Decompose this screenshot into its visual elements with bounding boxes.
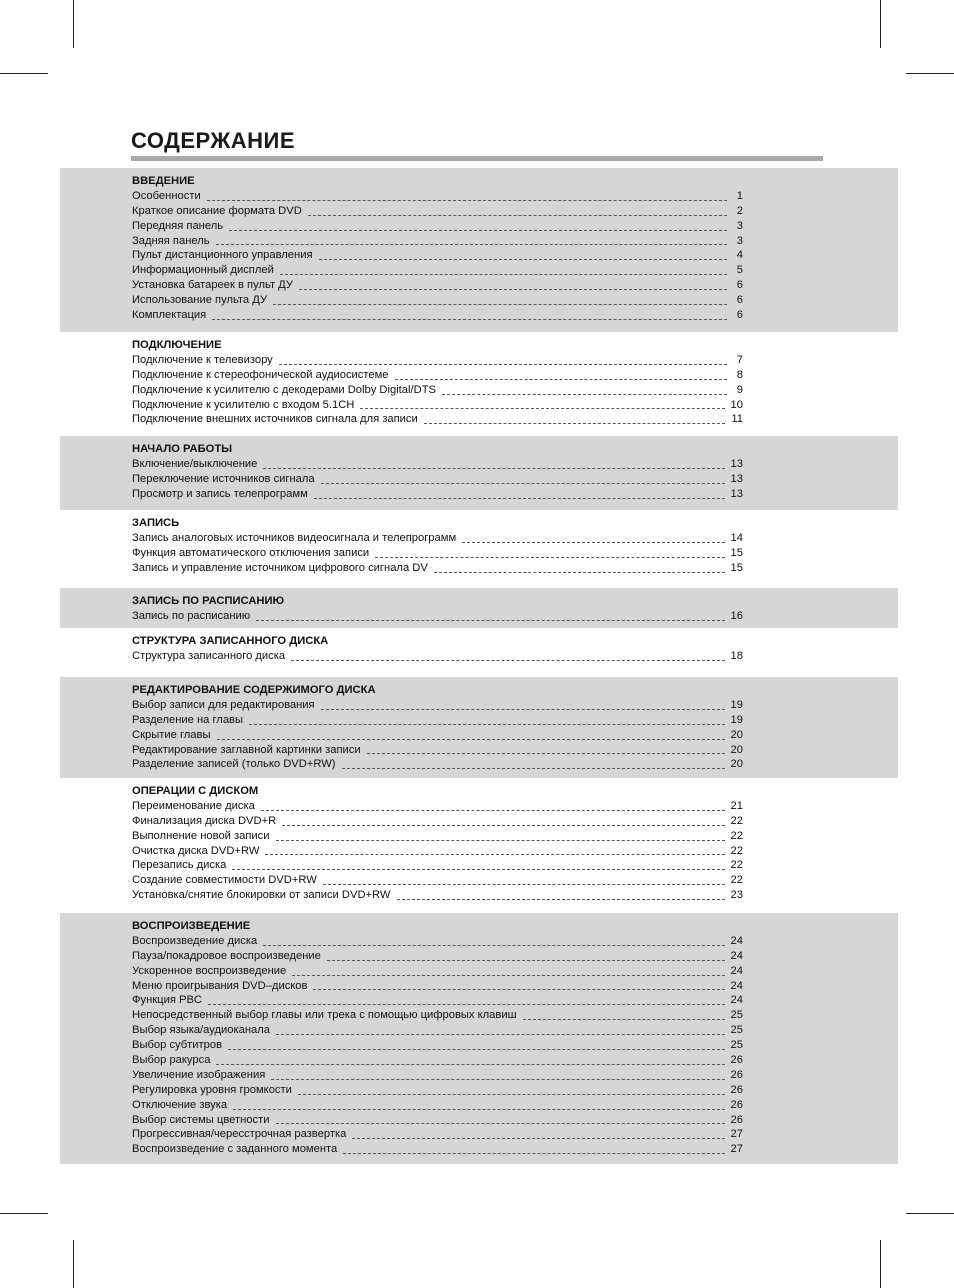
toc-entry-page: 24 [730,964,743,977]
toc-entry-label: Меню проигрывания DVD–дисков [132,979,308,992]
toc-entry-page: 15 [730,561,743,574]
toc-entry-page: 6 [736,309,743,321]
toc-entry-label: Комплектация [132,309,207,321]
toc-section [60,677,898,778]
crop-mark [906,73,954,74]
dot-leader [314,498,725,499]
dot-leader [261,810,725,811]
dot-leader [279,364,727,365]
toc-entry-page: 4 [736,249,743,262]
toc-entry-label: Отключение звука [132,1098,228,1111]
toc-entry-page: 6 [736,294,743,307]
toc-entry-page: 6 [736,279,743,292]
toc-entry-label: Подключение к стереофонической аудиосистеме [132,368,389,381]
toc-entry-label: Создание совместимости DVD+RW [132,874,317,887]
toc-entry-page: 14 [730,531,743,544]
dot-leader [434,572,725,573]
dot-leader [424,423,726,424]
toc-entry[interactable] [132,1053,743,1068]
toc-entry[interactable] [132,829,743,844]
dot-leader [271,1079,724,1080]
toc-section-heading: ВВЕДЕНИЕ [132,175,195,187]
toc-entry[interactable] [132,278,743,293]
toc-entry-label: Выбор субтитров [132,1039,223,1052]
toc-entry-page: 2 [736,204,743,217]
toc-entry[interactable] [132,934,743,949]
toc-entry-label: Установка/снятие блокировки от записи DVD+RW [132,889,391,902]
toc-entry-label: Редактирование заглавной картинки записи [132,743,361,756]
toc-entry[interactable] [132,713,743,728]
toc-entry[interactable] [132,398,743,413]
toc-entry[interactable] [132,383,743,398]
toc-entry[interactable] [132,561,743,576]
crop-mark [73,1240,74,1288]
dot-leader [442,394,727,395]
dot-leader [280,274,727,275]
toc-entry-page: 19 [730,698,743,711]
dot-leader [523,1019,725,1020]
toc-entry[interactable] [132,293,743,308]
toc-entry[interactable] [132,698,743,713]
dot-leader [323,884,725,885]
dot-leader [367,753,725,754]
toc-section-heading: ПОДКЛЮЧЕНИЕ [132,339,222,351]
toc-section-body [60,588,743,624]
toc-entry-label: Пульт дистанционного управления [132,249,313,262]
toc-section [60,913,898,1164]
toc-entry-label: Задняя панель [132,234,210,247]
crop-mark [880,0,881,48]
toc-entry-page: 19 [730,713,743,726]
dot-leader [343,1153,724,1154]
toc-entry[interactable] [132,189,743,204]
toc-section-body [60,510,743,576]
toc-entry-page: 18 [730,649,743,662]
toc-entry-page: 25 [730,1024,743,1037]
toc-entry[interactable] [132,487,743,502]
toc-entry-label: Установка батареек в пульт ДУ [132,279,293,292]
dot-leader [208,1004,725,1005]
dot-leader [256,620,724,621]
dot-leader [276,1034,725,1035]
toc-section [60,628,898,677]
toc-entry-page: 24 [730,949,743,962]
toc-entry-page: 22 [730,874,743,887]
toc-entry[interactable] [132,649,743,664]
toc-entry-page: 20 [730,728,743,741]
toc-entry-page: 8 [736,368,743,381]
toc-entry-page: 24 [730,994,743,1007]
dot-leader [319,259,727,260]
toc-entry[interactable] [132,263,743,278]
dot-leader [212,319,727,320]
dot-leader [342,768,725,769]
toc-entry-page: 16 [730,609,743,622]
toc-entry-label: Подключение внешних источников сигнала для записи [132,413,418,426]
toc-section [60,778,898,913]
dot-leader [292,975,724,976]
dot-leader [228,1049,724,1050]
toc-section-body [60,436,743,502]
toc-entry[interactable] [132,964,743,979]
dot-leader [291,660,724,661]
toc-entry-page: 26 [730,1068,743,1081]
toc-section [60,332,898,436]
toc-entry[interactable] [132,368,743,383]
toc-entry-page: 26 [730,1054,743,1066]
toc-section-body [60,628,743,664]
toc-entry[interactable] [132,412,743,427]
toc-entry-page: 5 [736,264,743,277]
toc-entry[interactable] [132,888,743,903]
toc-entry-label: Особенности [132,189,201,202]
toc-section-heading: ОПЕРАЦИИ С ДИСКОМ [132,785,259,797]
toc-entry-page: 24 [730,979,743,992]
crop-mark [880,1240,881,1288]
toc-entry[interactable] [132,353,743,368]
toc-entry[interactable] [132,844,743,859]
toc-section [60,510,898,588]
toc-entry[interactable] [132,609,743,624]
toc-entry[interactable] [132,873,743,888]
dot-leader [229,230,727,231]
toc-entry-page: 9 [736,383,743,396]
toc-entry[interactable] [132,858,743,873]
toc-entry-page: 13 [730,472,743,485]
toc-entry-page: 1 [736,189,743,202]
toc-entry-page: 27 [730,1128,743,1141]
toc-entry[interactable] [132,1113,743,1128]
toc-entry-page: 27 [730,1143,743,1156]
toc-section-body [60,332,743,427]
toc-entry-page: 25 [730,1009,743,1022]
toc-section-heading: ВОСПРОИЗВЕДЕНИЕ [132,920,251,932]
dot-leader [207,200,727,201]
toc-entry-label: Информационный дисплей [132,264,274,277]
dot-leader [282,825,724,826]
toc-entry-page: 22 [730,859,743,872]
toc-entry-label: Просмотр и запись телепрограмм [132,487,308,500]
toc-entry-label: Запись аналоговых источников видеосигнала и телепрограмм [132,531,457,544]
toc-entry-page: 21 [730,799,743,812]
toc-entry-label: Воспроизведение диска [132,934,258,947]
toc-entry-label: Финализация диска DVD+R [132,814,277,827]
toc-entry[interactable] [132,1127,743,1142]
crop-mark [906,1213,954,1214]
toc-entry[interactable] [132,1083,743,1098]
toc-entry-label: Подключение к телевизору [132,353,273,366]
toc-entry-page: 26 [730,1083,743,1096]
toc-entry-page: 11 [731,413,743,426]
toc-entry[interactable] [132,219,743,234]
toc-entry-label: Очистка диска DVD+RW [132,844,260,857]
toc-section [60,168,898,332]
toc-entry[interactable] [132,234,743,249]
toc-entry-label: Прогрессивная/чересстрочная развертка [132,1128,347,1141]
toc-section-heading: ЗАПИСЬ ПО РАСПИСАНИЮ [132,595,285,607]
dot-leader [308,215,727,216]
toc-section-body [60,168,743,323]
dot-leader [216,1064,724,1065]
toc-section [60,436,898,510]
dot-leader [232,869,724,870]
toc-section-heading: ЗАПИСЬ [132,517,180,529]
toc-entry-label: Структура записанного диска [132,649,286,662]
toc-entry-label: Выбор языка/аудиоканала [132,1024,270,1037]
toc-entry[interactable] [132,1008,743,1023]
dot-leader [263,945,724,946]
dot-leader [397,899,725,900]
toc-entry[interactable] [132,728,743,743]
toc-entry[interactable] [132,308,743,323]
toc-entry-page: 23 [730,889,743,902]
dot-leader [263,468,724,469]
toc-entry-label: Передняя панель [132,219,224,232]
crop-mark [73,0,74,48]
toc-entry[interactable] [132,949,743,964]
toc-section-body [60,778,743,903]
toc-entry[interactable] [132,799,743,814]
toc-entry[interactable] [132,743,743,758]
toc-entry-label: Использование пульта ДУ [132,294,268,307]
toc-entry-page: 22 [730,814,743,827]
toc-entry-label: Переименование диска [132,799,255,812]
toc-entry-page: 13 [730,487,743,500]
toc-entry-label: Переключение источников сигнала [132,472,315,485]
toc-entry-label: Включение/выключение [132,457,258,470]
toc-entry-page: 25 [730,1039,743,1052]
toc-entry-label: Выполнение новой записи [132,829,270,842]
dot-leader [299,289,727,290]
toc-entry-label: Увеличение изображения [132,1068,266,1081]
toc-entry-label: Скрытие главы [132,728,211,741]
toc-entry[interactable] [132,993,743,1008]
toc-entry-page: 26 [730,1098,743,1111]
toc-section-heading: РЕДАКТИРОВАНИЕ СОДЕРЖИМОГО ДИСКА [132,684,376,696]
toc-entry-page: 20 [730,743,743,756]
toc-entry-label: Запись и управление источником цифрового сигнала DV [132,561,428,574]
dot-leader [375,557,724,558]
toc-entry-page: 3 [736,219,743,232]
toc-entry-page: 20 [730,758,743,771]
dot-leader [273,304,727,305]
toc-entry-label: Ускоренное воспроизведение [132,964,287,977]
toc-entry-page: 24 [730,934,743,947]
dot-leader [321,483,725,484]
toc-entry[interactable] [132,1098,743,1113]
toc-entry-page: 3 [736,234,743,247]
toc-entry-label: Запись по расписанию [132,609,251,622]
toc-entry-label: Краткое описание формата DVD [132,204,302,217]
page-title: СОДЕРЖАНИЕ [131,128,296,153]
toc-entry-label: Функция PBC [132,994,202,1007]
dot-leader [321,709,725,710]
title-underline [131,156,823,161]
dot-leader [217,739,725,740]
toc-entry[interactable] [132,757,743,772]
toc-entry-label: Подключение к усилителю с декодерами Dolby Digital/DTS [132,383,436,396]
dot-leader [395,379,727,380]
dot-leader [265,854,724,855]
dot-leader [352,1138,724,1139]
toc-entry-label: Выбор системы цветности [132,1113,270,1126]
crop-mark [0,1213,48,1214]
dot-leader [276,1123,725,1124]
toc-entry-label: Разделение записей (только DVD+RW) [132,758,336,771]
toc-entry-label: Выбор записи для редактирования [132,698,315,711]
dot-leader [462,542,724,543]
toc-entry-label: Непосредственный выбор главы или трека с помощью цифровых клавиш [132,1009,517,1022]
toc-section-body [60,677,743,772]
toc-entry[interactable] [132,1068,743,1083]
toc-entry-page: 10 [730,398,743,411]
toc-entry[interactable] [132,979,743,994]
crop-mark [0,73,48,74]
toc-entry[interactable] [132,531,743,546]
toc-entry[interactable] [132,204,743,219]
dot-leader [233,1109,724,1110]
toc-entry-label: Перезапись диска [132,859,227,872]
toc-entry-page: 22 [730,829,743,842]
toc-entry[interactable] [132,472,743,487]
toc-entry[interactable] [132,1142,743,1157]
toc-section-body [60,913,743,1157]
dot-leader [276,840,725,841]
toc-entry-page: 13 [730,457,743,470]
toc-entry[interactable] [132,248,743,263]
toc-entry-page: 26 [730,1113,743,1126]
toc-section [60,588,898,628]
toc-entry[interactable] [132,1023,743,1038]
dot-leader [216,244,727,245]
toc-entry-label: Воспроизведение с заданного момента [132,1143,338,1156]
toc-entry-label: Разделение на главы [132,713,244,726]
toc-entry-label: Функция автоматического отключения записи [132,546,370,559]
dot-leader [298,1094,725,1095]
toc-entry-label: Регулировка уровня громкости [132,1083,292,1096]
toc-entry[interactable] [132,546,743,561]
dot-leader [313,989,724,990]
toc-entry-page: 22 [730,844,743,857]
toc-entry-page: 7 [736,353,743,366]
toc-entry-label: Подключение к усилителю с входом 5.1CH [132,398,355,411]
dot-leader [360,408,724,409]
toc-entry-label: Выбор ракурса [132,1054,211,1066]
toc-section-heading: СТРУКТУРА ЗАПИСАННОГО ДИСКА [132,635,329,647]
toc-entry[interactable] [132,457,743,472]
dot-leader [249,724,725,725]
toc-section-heading: НАЧАЛО РАБОТЫ [132,443,233,455]
toc-entry-page: 15 [730,546,743,559]
dot-leader [327,960,725,961]
toc-entry-label: Пауза/покадровое воспроизведение [132,949,321,962]
toc-entry[interactable] [132,814,743,829]
toc-entry[interactable] [132,1038,743,1053]
